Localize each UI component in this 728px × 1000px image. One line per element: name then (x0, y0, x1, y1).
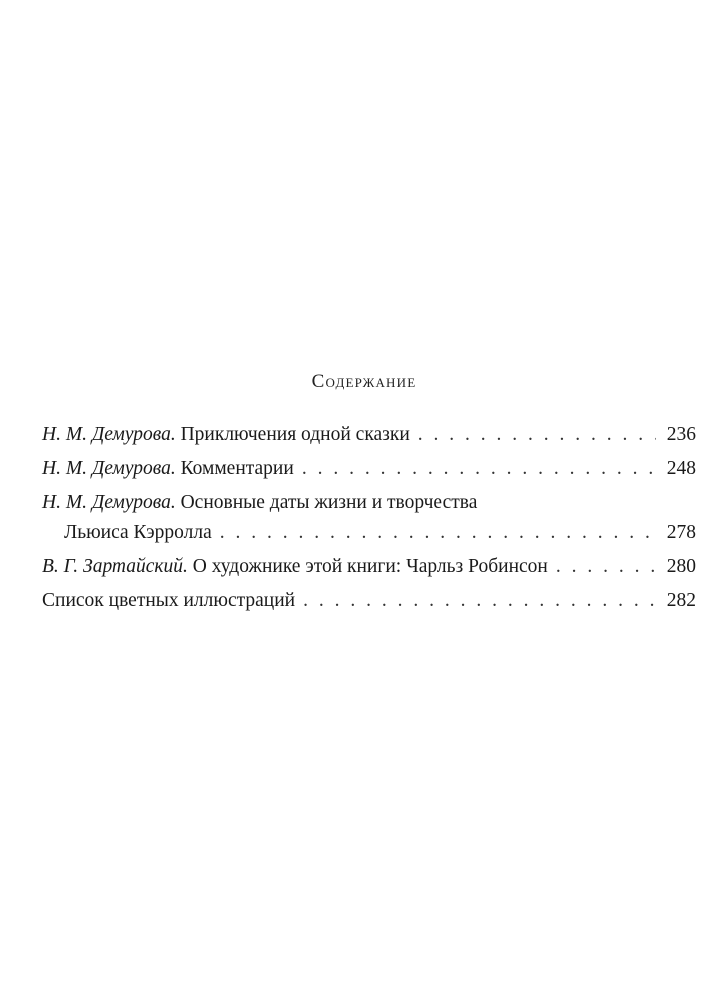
toc-page-number: 236 (666, 424, 696, 445)
dot-leader (302, 454, 656, 484)
dot-leader (303, 586, 656, 616)
toc-title-continuation: Льюиса Кэрролла (64, 522, 212, 543)
toc-entry (42, 420, 696, 450)
toc-entry-text (42, 420, 410, 450)
toc-author: Н. М. Демурова. (42, 424, 176, 445)
toc-title: Список цветных иллюстраций (42, 590, 296, 611)
table-of-contents (42, 420, 696, 620)
toc-entry-text (42, 552, 548, 582)
toc-author: Н. М. Демурова. (42, 492, 176, 513)
toc-title: Основные даты жизни и творчества (180, 492, 478, 513)
toc-line-continuation (42, 518, 696, 548)
toc-page-number: 278 (666, 522, 696, 543)
toc-line (42, 586, 696, 616)
toc-title: Комментарии (180, 458, 294, 479)
toc-line (42, 488, 696, 518)
toc-heading: Содержание (311, 371, 417, 392)
toc-entry-text (42, 488, 477, 518)
toc-entry (42, 454, 696, 484)
toc-title: О художнике этой книги: Чарльз Робинсон (192, 556, 548, 577)
toc-page-number: 280 (666, 556, 696, 577)
toc-entry-text (42, 454, 294, 484)
toc-page-number: 282 (666, 590, 696, 611)
toc-entry (42, 552, 696, 582)
toc-author: Н. М. Демурова. (42, 458, 176, 479)
toc-line (42, 454, 696, 484)
toc-line (42, 552, 696, 582)
dot-leader (418, 420, 656, 450)
toc-entry (42, 586, 696, 616)
toc-line (42, 420, 696, 450)
toc-title: Приключения одной сказки (180, 424, 410, 445)
toc-entry-text (42, 586, 295, 616)
toc-entry (42, 488, 696, 548)
toc-author: В. Г. Зартайский. (42, 556, 188, 577)
toc-page-number: 248 (666, 458, 696, 479)
dot-leader (220, 518, 656, 548)
dot-leader (556, 552, 656, 582)
